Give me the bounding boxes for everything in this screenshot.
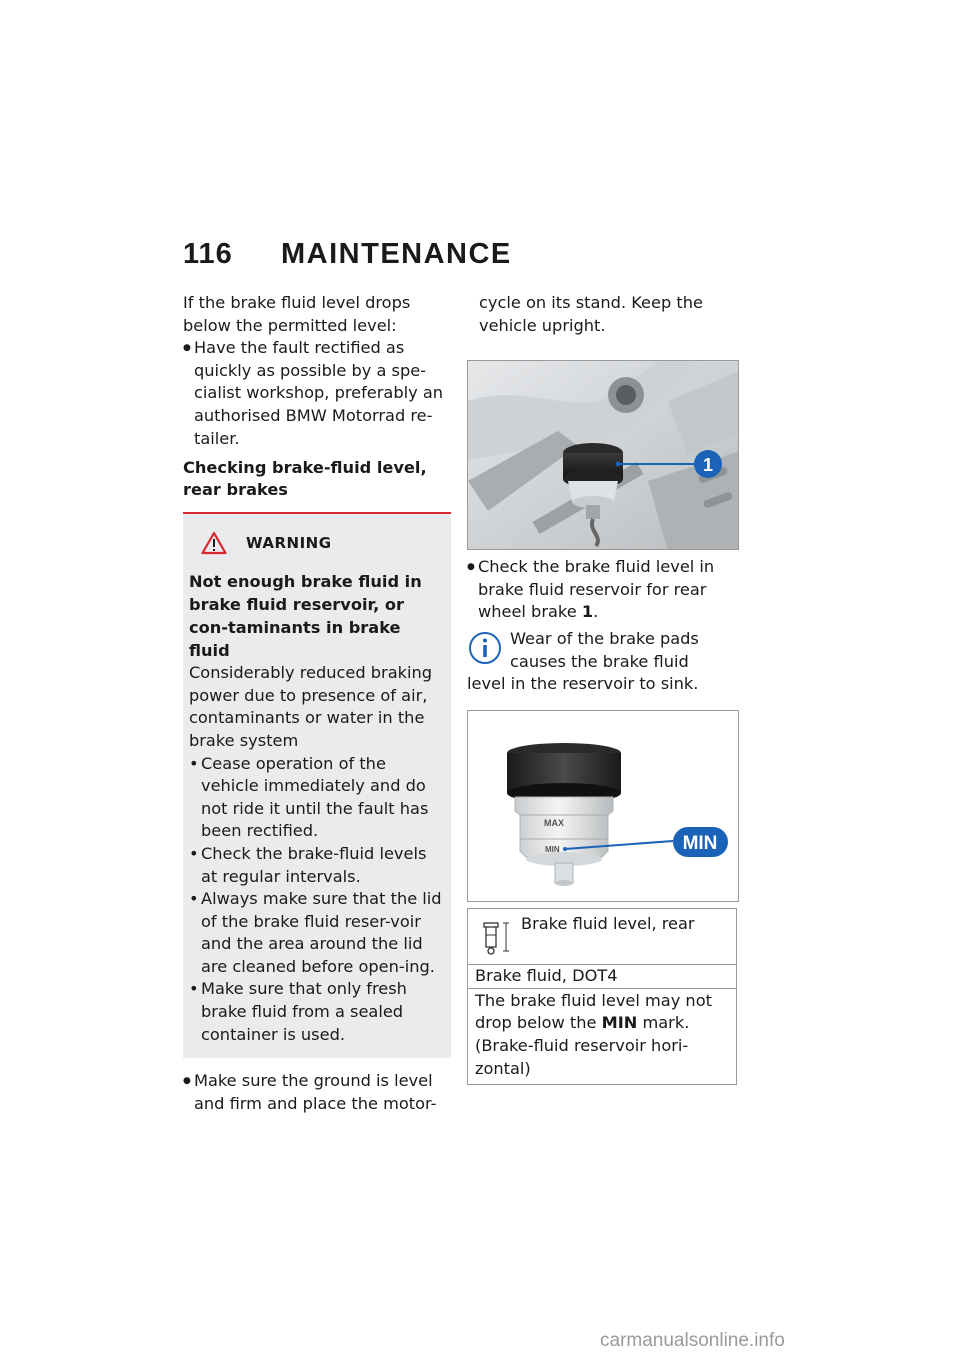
continuation-paragraph: cycle on its stand. Keep the vehicle upright. [479, 293, 703, 335]
list-item: • Always make sure that the lid of the brake fluid reser-voir and the area around the lid are cleaned before open-ing. [189, 888, 445, 978]
list-item: ● Make sure the ground is level and firm and place the motor- [183, 1070, 451, 1115]
reservoir-location-illustration [468, 361, 739, 550]
warning-title [189, 528, 445, 558]
info-line: level in the reservoir to sink. [467, 674, 699, 694]
spec-table [467, 908, 737, 1085]
spec-description: The brake fluid level may not drop below the MIN mark. (Brake-fluid reservoir hori-zontal) [468, 989, 736, 1084]
max-mark-label: MAX [544, 817, 564, 828]
reservoir-min-max-illustration [468, 711, 739, 902]
section-subheading: Checking brake-fluid level, rear brakes [183, 458, 427, 500]
info-note [467, 628, 739, 696]
fluid-level-gauge-icon [482, 917, 512, 957]
page-header [183, 238, 512, 278]
ground-list [183, 1070, 451, 1115]
callout-1-label: 1 [702, 455, 714, 476]
reservoir-level-illustration [467, 710, 739, 902]
reservoir-location-photo [467, 360, 739, 550]
left-column [183, 292, 451, 1115]
fault-list [183, 337, 451, 450]
warning-label: WARNING [246, 534, 332, 553]
list-item: ● Check the brake fluid level in brake fluid reservoir for rear wheel brake 1. [467, 556, 739, 624]
warning-box [183, 512, 451, 1058]
min-callout-label: MIN [682, 832, 718, 854]
info-line: Wear of the brake pads [510, 628, 699, 648]
check-list [467, 556, 739, 624]
section-title: MAINTENANCE [281, 238, 512, 270]
callout-reference: 1 [581, 602, 594, 622]
info-icon [467, 630, 503, 666]
min-mark-label: MIN [545, 844, 560, 854]
intro-paragraph: If the brake fluid level drops below the permitted level: [183, 293, 411, 335]
page-number: 116 [183, 238, 233, 270]
warning-heading: Not enough brake fluid in brake fluid reservoir, or con-taminants in brake fluid [189, 572, 422, 661]
list-item: ● Have the fault rectified as quickly as possible by a spe-cialist workshop, preferably an authorised BMW Motorrad re-tailer. [183, 337, 451, 450]
list-item: • Cease operation of the vehicle immediately and do not ride it until the fault has been rectified. [189, 753, 445, 843]
spec-note: (Brake-fluid reservoir hori-zontal) [475, 1035, 689, 1078]
info-line: causes the brake fluid [510, 651, 689, 671]
warning-triangle-icon [201, 531, 227, 555]
spec-title-row [468, 909, 736, 965]
warning-text: Considerably reduced braking power due to presence of air, contaminants or water in the brake system [189, 663, 433, 750]
min-mark-reference: MIN [601, 1013, 638, 1033]
list-item: • Make sure that only fresh brake fluid from a sealed container is used. [189, 978, 445, 1046]
list-item: • Check the brake-fluid levels at regular intervals. [189, 843, 445, 888]
watermark-text: carmanualsonline.info [600, 1330, 785, 1351]
right-column [467, 292, 739, 1085]
spec-title: Brake fluid level, rear [521, 913, 695, 933]
warning-list [189, 753, 445, 1047]
spec-fluid: Brake fluid, DOT4 [468, 965, 736, 989]
